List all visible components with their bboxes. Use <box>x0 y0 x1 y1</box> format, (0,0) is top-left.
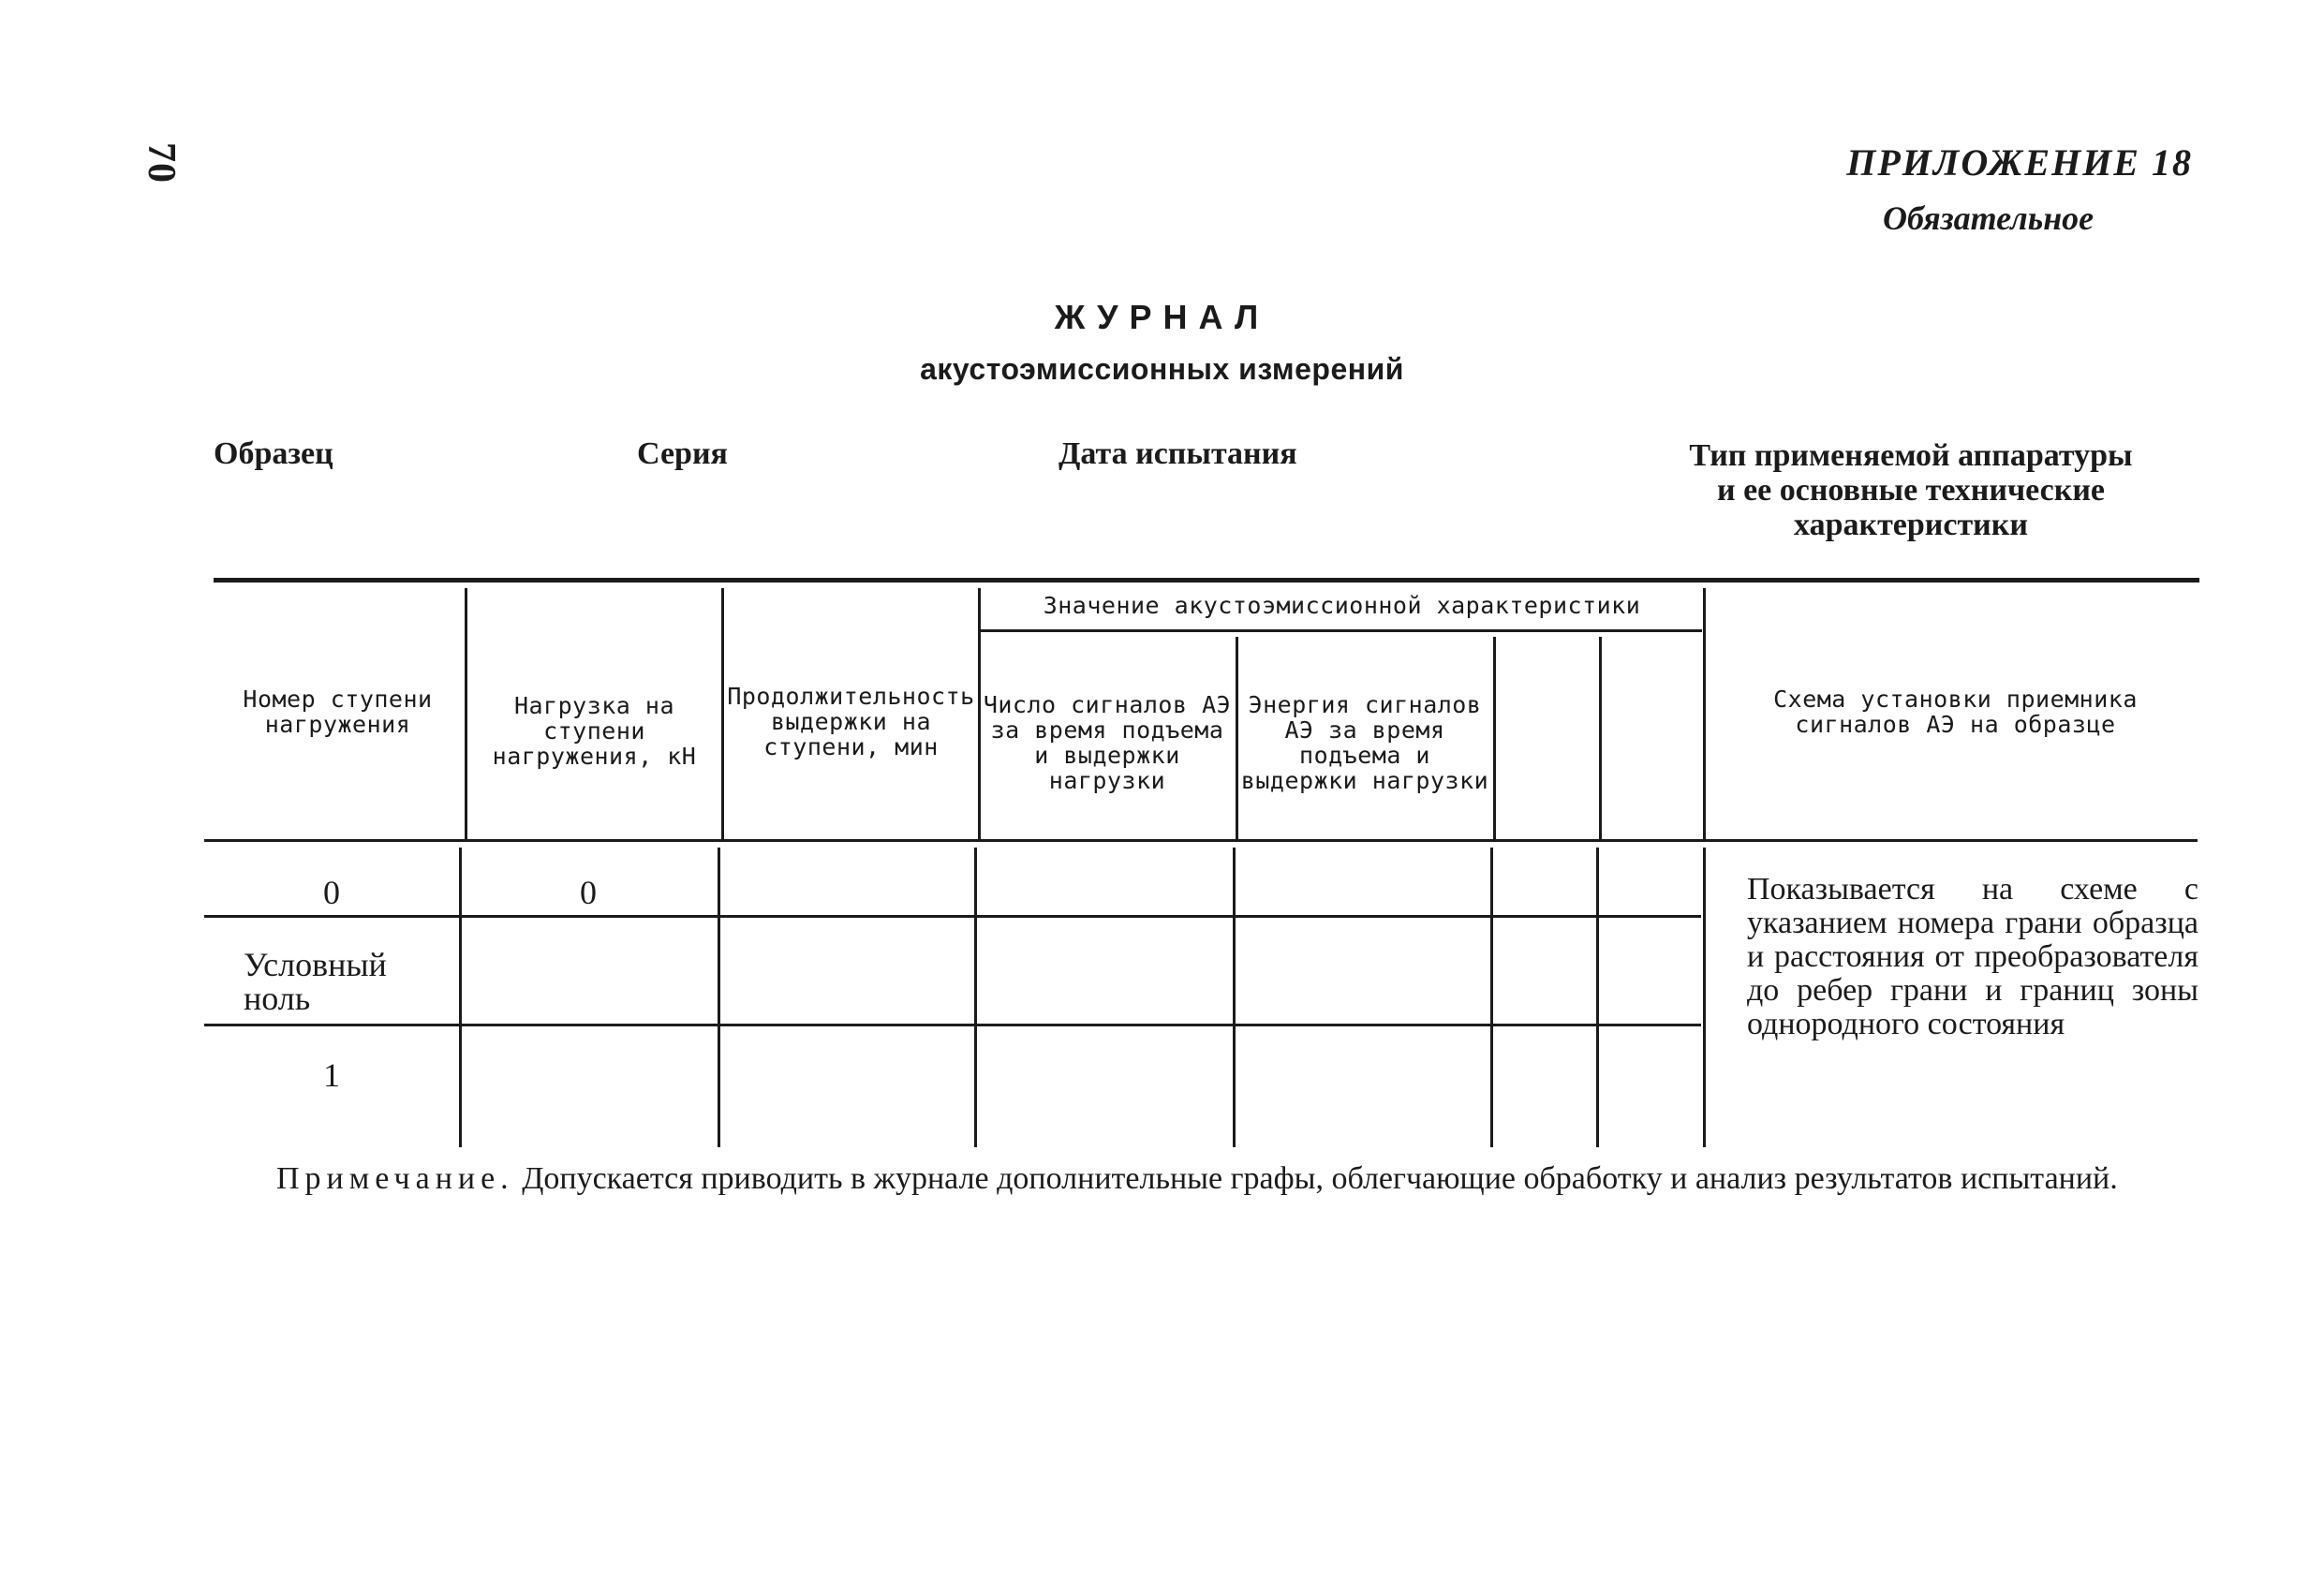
header-ae-group: Значение акустоэмиссионной характеристики <box>1043 591 1641 619</box>
appendix-title: ПРИЛОЖЕНИЕ 18 <box>1846 141 2193 184</box>
col-divider-3 <box>974 848 977 1147</box>
col-divider-6 <box>1596 848 1599 1147</box>
col-divider-2 <box>718 848 720 1147</box>
document-title: ЖУРНАЛ <box>1054 298 1270 336</box>
field-equipment <box>1649 438 2173 542</box>
header-extra-2 <box>1603 672 1700 813</box>
ae-group-divider <box>979 629 1702 632</box>
header-extra-1 <box>1497 672 1596 813</box>
header-duration: Продолжительность выдержки на ступени, мин <box>727 682 975 760</box>
header-signal-count: Число сигналов АЭ за время подъема и выдержки нагрузки <box>983 691 1232 794</box>
cell-load-0: 0 <box>580 874 597 911</box>
row-separator-1 <box>204 915 1701 918</box>
cell-step-0: 0 <box>323 874 340 911</box>
field-equipment-line2: и ее основные технические <box>1716 473 2106 508</box>
document-subtitle: акустоэмиссионных измерений <box>920 352 1404 386</box>
col-divider-6h <box>1599 637 1602 839</box>
col-divider-4 <box>1233 848 1236 1147</box>
row-separator-2 <box>204 1024 1701 1026</box>
field-sample: Образец <box>214 436 333 471</box>
col-divider-1h <box>465 588 467 839</box>
footnote-label: Примечание. <box>276 1161 514 1196</box>
field-test-date: Дата испытания <box>1058 436 1297 471</box>
cell-step-2: 1 <box>323 1056 340 1094</box>
footnote <box>201 1161 2197 1197</box>
header-signal-energy: Энергия сигналов АЭ за время подъема и выдержки нагрузки <box>1240 691 1489 794</box>
appendix-status: Обязательное <box>1883 199 2095 237</box>
header-scheme: Схема установки приемника сигналов АЭ на образце <box>1773 686 2138 738</box>
page-number: 70 <box>140 142 183 184</box>
col-divider-3h <box>978 588 981 839</box>
footnote-text: Допускается приводить в журнале дополнительные графы, облегчающие обработку и анализ результатов испытаний. <box>513 1161 2118 1196</box>
scheme-note: Показывается на схеме с указанием номера грани образца и расстояния от преобразователя до ребер грани и границ зоны однородного состояния <box>1747 872 2198 1041</box>
table-header-border <box>204 839 2198 842</box>
field-series: Серия <box>637 436 728 471</box>
header-load: Нагрузка на ступени нагружения, кН <box>492 691 697 770</box>
field-equipment-line3: характеристики <box>1794 508 2028 542</box>
col-divider-5h <box>1493 637 1496 839</box>
cell-step-1: Условный ноль <box>244 946 387 1017</box>
field-equipment-line1: Тип применяемой аппаратуры <box>1689 438 2133 473</box>
col-divider-7h <box>1703 588 1706 839</box>
col-divider-2h <box>721 588 724 839</box>
col-divider-7 <box>1703 848 1706 1147</box>
header-step-number: Номер ступени нагружения <box>243 686 433 738</box>
col-divider-5 <box>1490 848 1493 1147</box>
col-divider-1 <box>459 848 462 1147</box>
